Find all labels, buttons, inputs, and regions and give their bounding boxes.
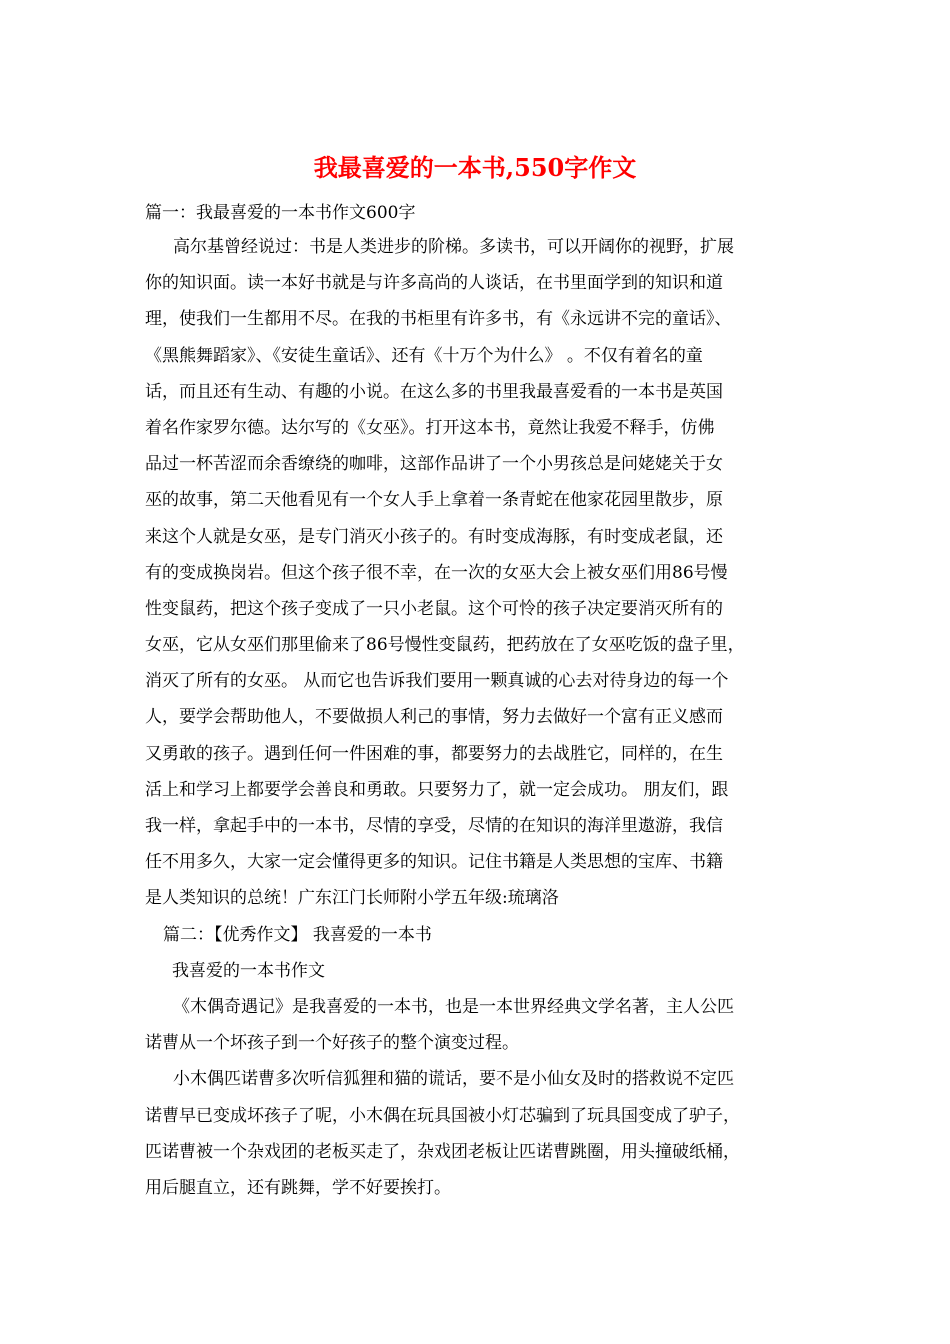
paragraph-line: 又勇敢的孩子。遇到任何一件困难的事，都要努力的去战胜它，同样的，在生 xyxy=(145,743,723,764)
paragraph-line: 话，而且还有生动、有趣的小说。在这么多的书里我最喜爱看的一本书是英国 xyxy=(145,381,723,402)
paragraph-line: 女巫，它从女巫们那里偷来了86号慢性变鼠药，把药放在了女巫吃饭的盘子里， xyxy=(145,635,745,656)
paragraph-line: 人，要学会帮助他人，不要做损人利己的事情，努力去做好一个富有正义感而 xyxy=(145,707,723,728)
paragraph-line: 消灭了所有的女巫。 从而它也告诉我们要用一颗真诚的心去对待身边的每一个 xyxy=(145,671,729,692)
paragraph-line: 你的知识面。读一本好书就是与许多高尚的人谈话，在书里面学到的知识和道 xyxy=(145,273,723,294)
paragraph-line: 活上和学习上都要学会善良和勇敢。只要努力了，就一定会成功。 朋友们，跟 xyxy=(145,779,729,800)
paragraph-line: 来这个人就是女巫，是专门消灭小孩子的。有时变成海豚，有时变成老鼠，还 xyxy=(145,526,723,547)
subtitle-line: 我喜爱的一本书作文 xyxy=(172,960,325,981)
paragraph-line: 着名作家罗尔德。达尔写的《女巫》。打开这本书，竟然让我爱不释手，仿佛 xyxy=(145,417,715,438)
paragraph-line: 《木偶奇遇记》是我喜爱的一本书，也是一本世界经典文学名著，主人公匹 xyxy=(173,996,734,1017)
section-heading-1: 篇一：我最喜爱的一本书作文600字 xyxy=(145,203,416,223)
paragraph-line: 用后腿直立，还有跳舞，学不好要挨打。 xyxy=(145,1177,451,1198)
paragraph-line: 诺曹早已变成坏孩子了呢，小木偶在玩具国被小灯芯骗到了玩具国变成了驴子， xyxy=(145,1105,740,1126)
paragraph-line: 小木偶匹诺曹多次听信狐狸和猫的谎话，要不是小仙女及时的搭救说不定匹 xyxy=(173,1069,734,1090)
paragraph-line: 我一样，拿起手中的一本书，尽情的享受，尽情的在知识的海洋里遨游，我信 xyxy=(145,816,723,836)
paragraph-line: 理，使我们一生都用不尽。在我的书柜里有许多书，有《永远讲不完的童话》、 xyxy=(145,309,732,330)
paragraph-line: 品过一杯苦涩而余香缭绕的咖啡，这部作品讲了一个小男孩总是问姥姥关于女 xyxy=(145,454,723,475)
paragraph-line: 任不用多久，大家一定会懂得更多的知识。记住书籍是人类思想的宝库、书籍 xyxy=(145,852,723,873)
paragraph-line: 是人类知识的总统！广东江门长师附小学五年级:琉璃洛 xyxy=(145,888,559,909)
document-body xyxy=(145,197,815,1206)
paragraph-line: 《黑熊舞蹈家》、《安徒生童话》、还有《十万个为什么》 。不仅有着名的童 xyxy=(145,345,703,366)
document-title: 我最喜爱的一本书,550字作文 xyxy=(313,153,637,182)
paragraph-line: 巫的故事，第二天他看见有一个女人手上拿着一条青蛇在他家花园里散步，原 xyxy=(145,490,723,511)
paragraph-line: 匹诺曹被一个杂戏团的老板买走了，杂戏团老板让匹诺曹跳圈，用头撞破纸桶， xyxy=(145,1141,740,1162)
paragraph-line: 诺曹从一个坏孩子到一个好孩子的整个演变过程。 xyxy=(145,1033,519,1054)
section-heading-2: 篇二：【优秀作文】 我喜爱的一本书 xyxy=(163,924,432,945)
paragraph-line: 性变鼠药，把这个孩子变成了一只小老鼠。这个可怜的孩子决定要消灭所有的 xyxy=(145,598,723,619)
paragraph-line: 高尔基曾经说过：书是人类进步的阶梯。多读书，可以开阔你的视野，扩展 xyxy=(173,237,734,257)
paragraph-line: 有的变成换岗岩。但这个孩子很不幸，在一次的女巫大会上被女巫们用86号慢 xyxy=(145,562,728,583)
